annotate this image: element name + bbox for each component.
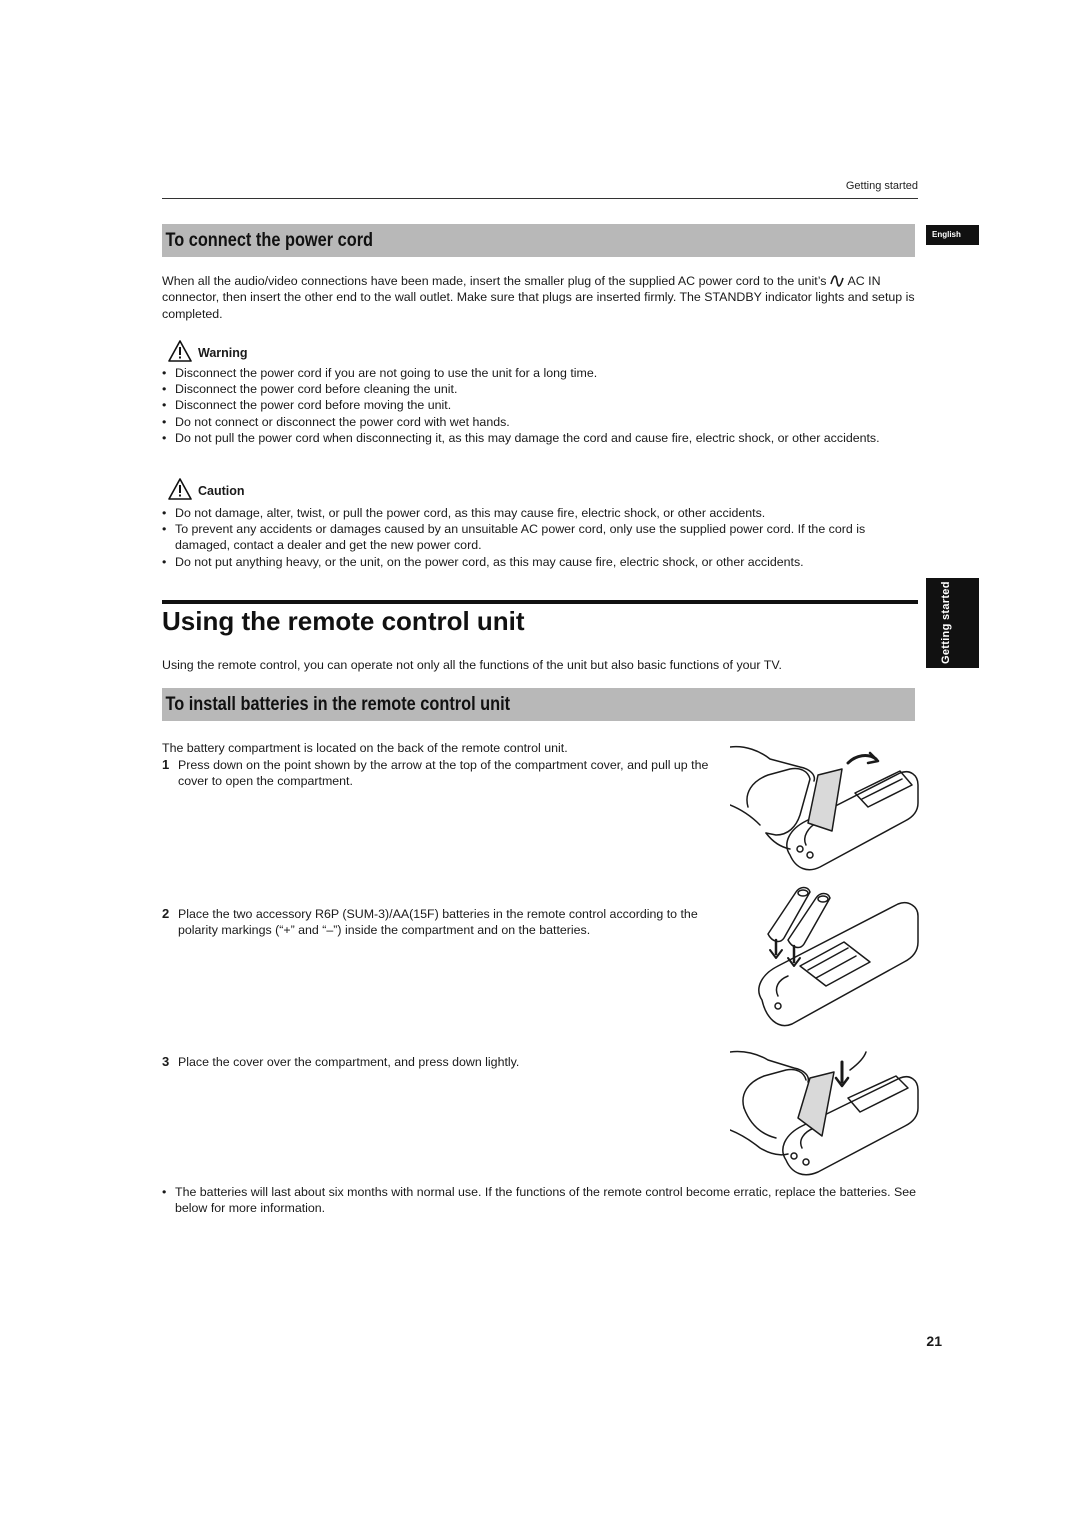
caution-list [162,505,918,570]
language-tab: English [926,225,979,245]
ac-symbol-icon [830,275,844,287]
warning-item: • Disconnect the power cord before moving the unit. [162,397,918,413]
step-number: 2 [162,906,170,921]
power-cord-title: To connect the power cord [165,230,374,251]
caution-label: Caution [198,484,245,498]
warning-triangle-icon [168,340,192,362]
batteries-intro [162,740,722,756]
warning-label: Warning [198,346,248,360]
section-rule [162,600,918,604]
step-3 [162,1054,710,1070]
insert-batteries-illustration [748,882,920,1032]
step-2 [162,906,710,939]
remote-intro-text: Using the remote control, you can operate not only all the functions of the unit but also basic functions of your TV. [162,658,782,672]
remote-intro [162,657,918,673]
batteries-title: To install batteries in the remote control unit [165,694,511,715]
warning-item: • Disconnect the power cord before cleaning the unit. [162,381,918,397]
battery-note-item: • The batteries will last about six months with normal use. If the functions of the remote control become erratic, replace the batteries. See below for more information. [162,1184,918,1216]
step-text: Place the cover over the compartment, and press down lightly. [178,1055,520,1069]
battery-note [162,1184,918,1216]
remote-title: Using the remote control unit [162,606,525,636]
caution-item: • Do not damage, alter, twist, or pull the power cord, as this may cause fire, electric shock, or other accidents. [162,505,918,521]
step-text: Place the two accessory R6P (SUM-3)/AA(15F) batteries in the remote control according to the polarity markings (“+” and “–”) inside the compartment and on the batteries. [178,907,698,938]
section-side-tab [926,578,979,668]
caution-item: • To prevent any accidents or damages caused by an unsuitable AC power cord, only use the supplied power cord. If the cord is damaged, contact a dealer and get the new power cord. [162,521,918,553]
warning-list [162,365,918,446]
intro-text-after: AC IN connector, then insert the other end to the wall outlet. Make sure that plugs are inserted firmly. The STANDBY indicator lights and setup is completed. [162,274,915,321]
warning-item: • Disconnect the power cord if you are not going to use the unit for a long time. [162,365,918,381]
intro-text-before: When all the audio/video connections have been made, insert the smaller plug of the supplied AC power cord to the unit’s [162,274,827,288]
power-cord-section-heading [162,224,915,257]
caution-triangle-icon [168,478,192,500]
open-cover-illustration [730,745,920,875]
step-number: 3 [162,1054,170,1069]
batteries-section-heading [162,688,915,721]
page-number: 21 [926,1333,942,1349]
power-cord-intro [162,273,918,322]
side-tab-label: Getting started [940,581,952,665]
step-1 [162,757,710,790]
close-cover-illustration [730,1048,920,1178]
running-head: Getting started [845,180,918,192]
batteries-intro-text: The battery compartment is located on the back of the remote control unit. [162,741,568,755]
step-text: Press down on the point shown by the arrow at the top of the compartment cover, and pull up the cover to open the compartment. [178,758,709,789]
warning-item: • Do not pull the power cord when disconnecting it, as this may damage the cord and cause fire, electric shock, or other accidents. [162,430,918,446]
caution-item: • Do not put anything heavy, or the unit, on the power cord, as this may cause fire, electric shock, or other accidents. [162,554,918,570]
step-number: 1 [162,757,170,772]
header-rule [162,198,918,199]
warning-item: • Do not connect or disconnect the power cord with wet hands. [162,414,918,430]
